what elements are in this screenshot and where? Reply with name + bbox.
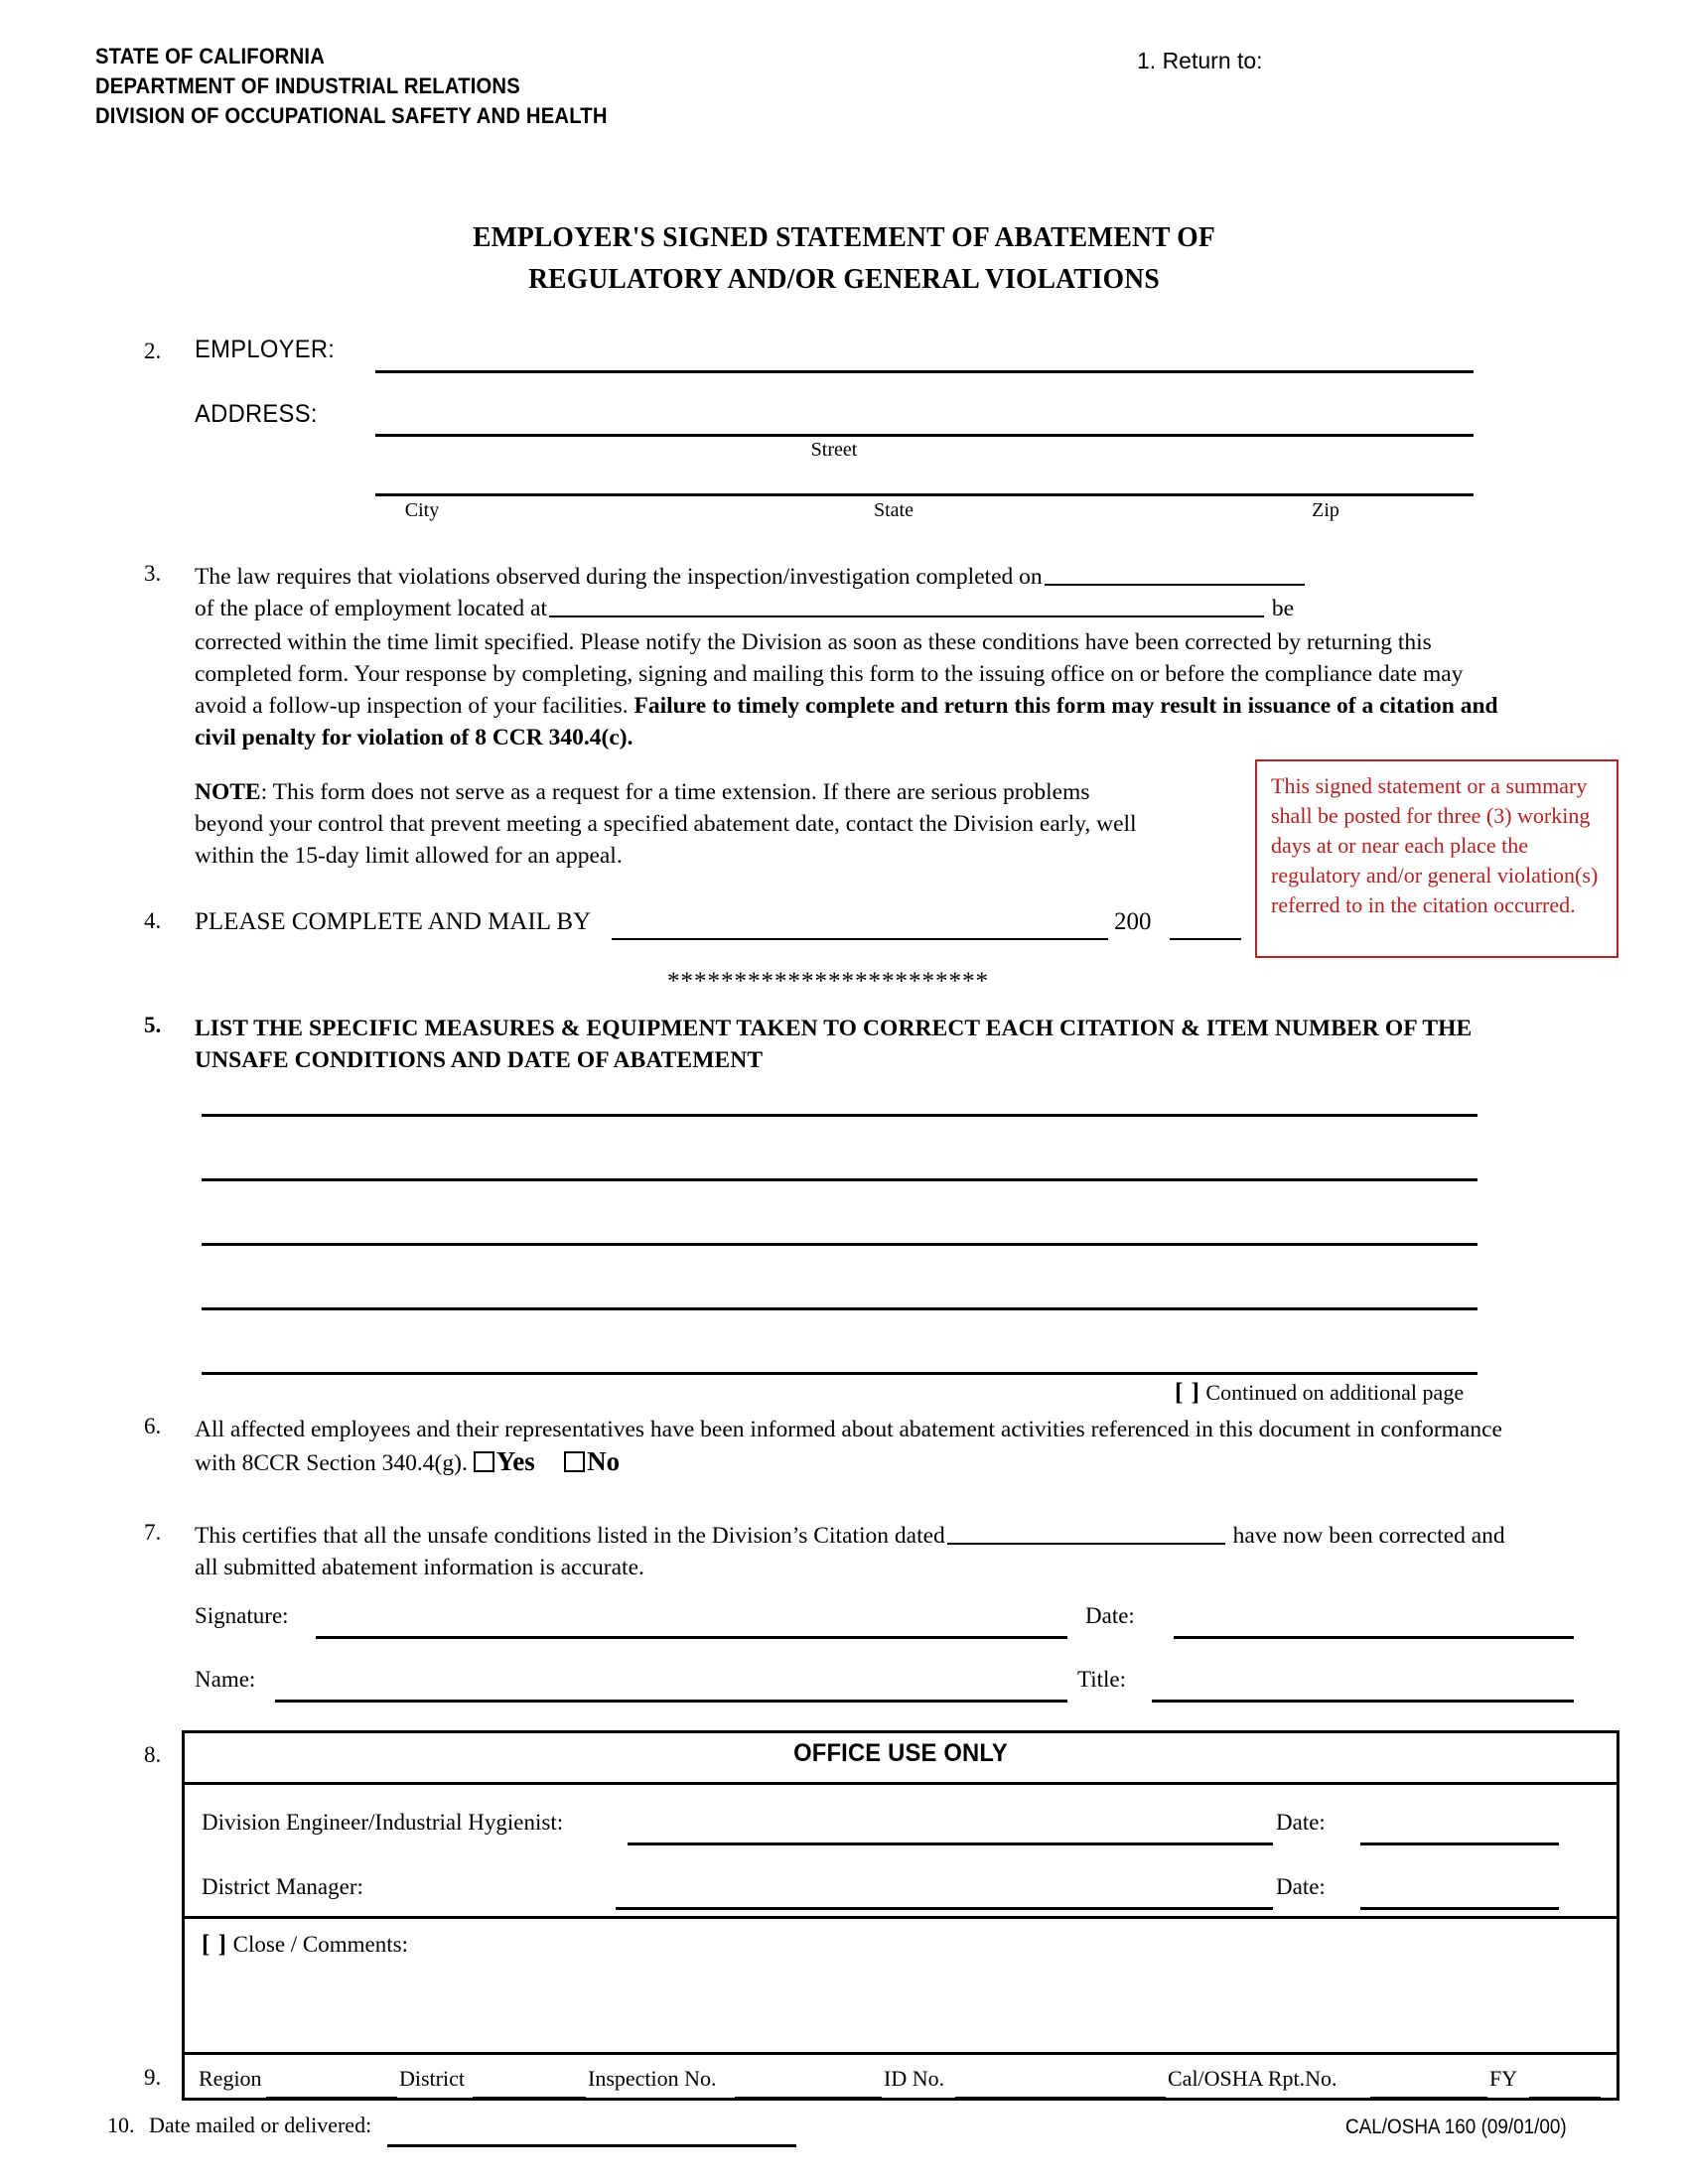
report-no-input[interactable] — [1370, 2097, 1487, 2099]
agency-division-line: DIVISION OF OCCUPATIONAL SAFETY AND HEALTH — [95, 103, 608, 128]
employer-label: EMPLOYER: — [195, 336, 336, 363]
mail-by-date-input[interactable] — [612, 938, 1108, 940]
signature-label: Signature: — [195, 1603, 289, 1628]
item10-label: Date mailed or delivered: — [149, 2113, 372, 2137]
division-engineer-date-input[interactable] — [1360, 1843, 1559, 1845]
name-label: Name: — [195, 1667, 256, 1692]
item7-text-part1: This certifies that all the unsafe conditions listed in the Division’s Citation dated — [195, 1523, 945, 1549]
answer-line-5[interactable] — [202, 1372, 1477, 1375]
item6-text: All affected employees and their representatives have been informed about abatement activities referenced in this document in conformance with 8CCR Section 340.4(g). — [195, 1417, 1502, 1476]
close-comments-row[interactable] — [202, 1931, 408, 1959]
state-sublabel: State — [874, 499, 914, 521]
signature-date-label: Date: — [1085, 1603, 1135, 1628]
page-title — [0, 216, 1688, 300]
year-suffix-input[interactable] — [1170, 938, 1241, 940]
item9-number: 9. — [144, 2065, 162, 2090]
item5-heading-line2: UNSAFE CONDITIONS AND DATE OF ABATEMENT — [195, 1047, 764, 1073]
citation-date-input[interactable] — [947, 1521, 1225, 1545]
signature-date-input[interactable] — [1174, 1636, 1574, 1639]
item8-number: 8. — [144, 1742, 162, 1767]
region-input[interactable] — [266, 2097, 397, 2099]
division-engineer-input[interactable] — [628, 1843, 1273, 1845]
answer-line-4[interactable] — [202, 1307, 1477, 1310]
answer-line-2[interactable] — [202, 1178, 1477, 1181]
report-no-label: Cal/OSHA Rpt.No. — [1168, 2066, 1337, 2091]
street-sublabel: Street — [810, 439, 858, 461]
district-manager-label: District Manager: — [202, 1874, 363, 1899]
year-prefix-label: 200 — [1114, 908, 1152, 935]
posting-notice-box — [1255, 759, 1618, 958]
item9-divider — [182, 2052, 1619, 2055]
continued-checkbox-row[interactable] — [1175, 1379, 1464, 1407]
id-no-input[interactable] — [955, 2097, 1166, 2099]
item2-number: 2. — [144, 339, 162, 363]
item10-number: 10. — [107, 2113, 135, 2137]
answer-line-3[interactable] — [202, 1243, 1477, 1246]
office-use-title: OFFICE USE ONLY — [793, 1739, 1008, 1767]
stars-separator: ************************ — [667, 968, 989, 995]
agency-department-line: DEPARTMENT OF INDUSTRIAL RELATIONS — [95, 73, 520, 98]
item3-text-bold: Failure to timely complete and return this form may result in issuance of a citation and civil penalty for violation of 8 CCR 340.4(c). — [195, 693, 1498, 751]
note-label: NOTE — [195, 779, 261, 805]
inspection-no-input[interactable] — [735, 2097, 882, 2099]
continued-bracket-icon[interactable]: [ ] — [1175, 1379, 1200, 1406]
continued-label: Continued on additional page — [1205, 1380, 1465, 1405]
employment-location-input[interactable] — [549, 594, 1264, 617]
district-manager-date-input[interactable] — [1360, 1907, 1559, 1910]
page-title-line2: REGULATORY AND/OR GENERAL VIOLATIONS — [528, 263, 1160, 295]
form-code-footer: CAL/OSHA 160 (09/01/00) — [1345, 2116, 1567, 2138]
title-input[interactable] — [1152, 1700, 1574, 1703]
close-comments-label: Close / Comments: — [232, 1932, 408, 1957]
inspection-date-input[interactable] — [1045, 562, 1305, 586]
date-mailed-input[interactable] — [387, 2144, 796, 2147]
note-text: : This form does not serve as a request for a time extension. If there are serious problems beyond your control that prevent meeting a specified abatement date, contact the Division early, well within the 15-day limit allowed for an appeal. — [195, 779, 1137, 869]
page-title-line1: EMPLOYER'S SIGNED STATEMENT OF ABATEMENT OF — [473, 221, 1215, 253]
return-to-label: 1. Return to: — [1137, 48, 1263, 73]
district-input[interactable] — [473, 2097, 586, 2099]
inspection-no-label: Inspection No. — [588, 2066, 717, 2091]
fy-label: FY — [1489, 2066, 1518, 2091]
address-label: ADDRESS: — [195, 400, 318, 428]
no-checkbox[interactable] — [564, 1451, 585, 1472]
answer-line-1[interactable] — [202, 1114, 1477, 1117]
region-label: Region — [199, 2066, 262, 2091]
comments-divider — [182, 1916, 1619, 1919]
district-manager-date-label: Date: — [1276, 1874, 1326, 1899]
posting-notice-text: This signed statement or a summary shall be posted for three (3) working days at or near each place the regulatory and/or general violation(s) referred to in the citation occurred. — [1271, 773, 1599, 917]
division-engineer-label: Division Engineer/Industrial Hygienist: — [202, 1810, 564, 1835]
item7-text-part2: have now been corrected and all submitted abatement information is accurate. — [195, 1523, 1505, 1580]
district-manager-input[interactable] — [616, 1907, 1273, 1910]
item4-label[interactable]: PLEASE COMPLETE AND MAIL BY — [195, 908, 592, 935]
no-label[interactable]: No — [587, 1446, 621, 1476]
signature-input[interactable] — [316, 1636, 1067, 1639]
city-sublabel: City — [404, 499, 440, 521]
title-label: Title: — [1077, 1667, 1127, 1692]
close-bracket-icon[interactable]: [ ] — [202, 1931, 227, 1958]
yes-checkbox[interactable] — [474, 1451, 494, 1472]
item5-number: 5. — [144, 1013, 162, 1037]
district-label: District — [399, 2066, 465, 2091]
item3-text-part2: of the place of employment located at — [195, 596, 547, 621]
item7-number: 7. — [144, 1520, 162, 1545]
item3-text-part4: corrected within the time limit specified. Please notify the Division as soon as these conditions have been corrected by returning this completed form. Your response by completing, signing and mailing this form to the issuing office on or before the compliance date may avoid a follow-up inspection of your facilities. — [195, 629, 1464, 719]
name-input[interactable] — [275, 1700, 1067, 1703]
item3-number: 3. — [144, 561, 162, 586]
id-no-label: ID No. — [884, 2066, 945, 2091]
city-state-zip-input[interactable] — [375, 493, 1474, 496]
office-title-divider — [182, 1782, 1619, 1785]
zip-sublabel: Zip — [1312, 499, 1339, 521]
agency-state-line: STATE OF CALIFORNIA — [95, 44, 325, 68]
street-input[interactable] — [375, 434, 1474, 437]
division-engineer-date-label: Date: — [1276, 1810, 1326, 1835]
employer-input[interactable] — [375, 370, 1474, 373]
yes-label[interactable]: Yes — [495, 1446, 535, 1476]
item6-number: 6. — [144, 1414, 162, 1438]
agency-header — [95, 42, 608, 131]
item3-text-part3: be — [1271, 596, 1295, 621]
item5-heading-line1: LIST THE SPECIFIC MEASURES & EQUIPMENT TAKEN TO CORRECT EACH CITATION & ITEM NUMBER OF THE — [195, 1016, 1473, 1041]
fy-input[interactable] — [1529, 2097, 1601, 2099]
item4-number: 4. — [144, 908, 162, 933]
item3-text-part1: The law requires that violations observed during the inspection/investigation completed on — [195, 564, 1043, 590]
